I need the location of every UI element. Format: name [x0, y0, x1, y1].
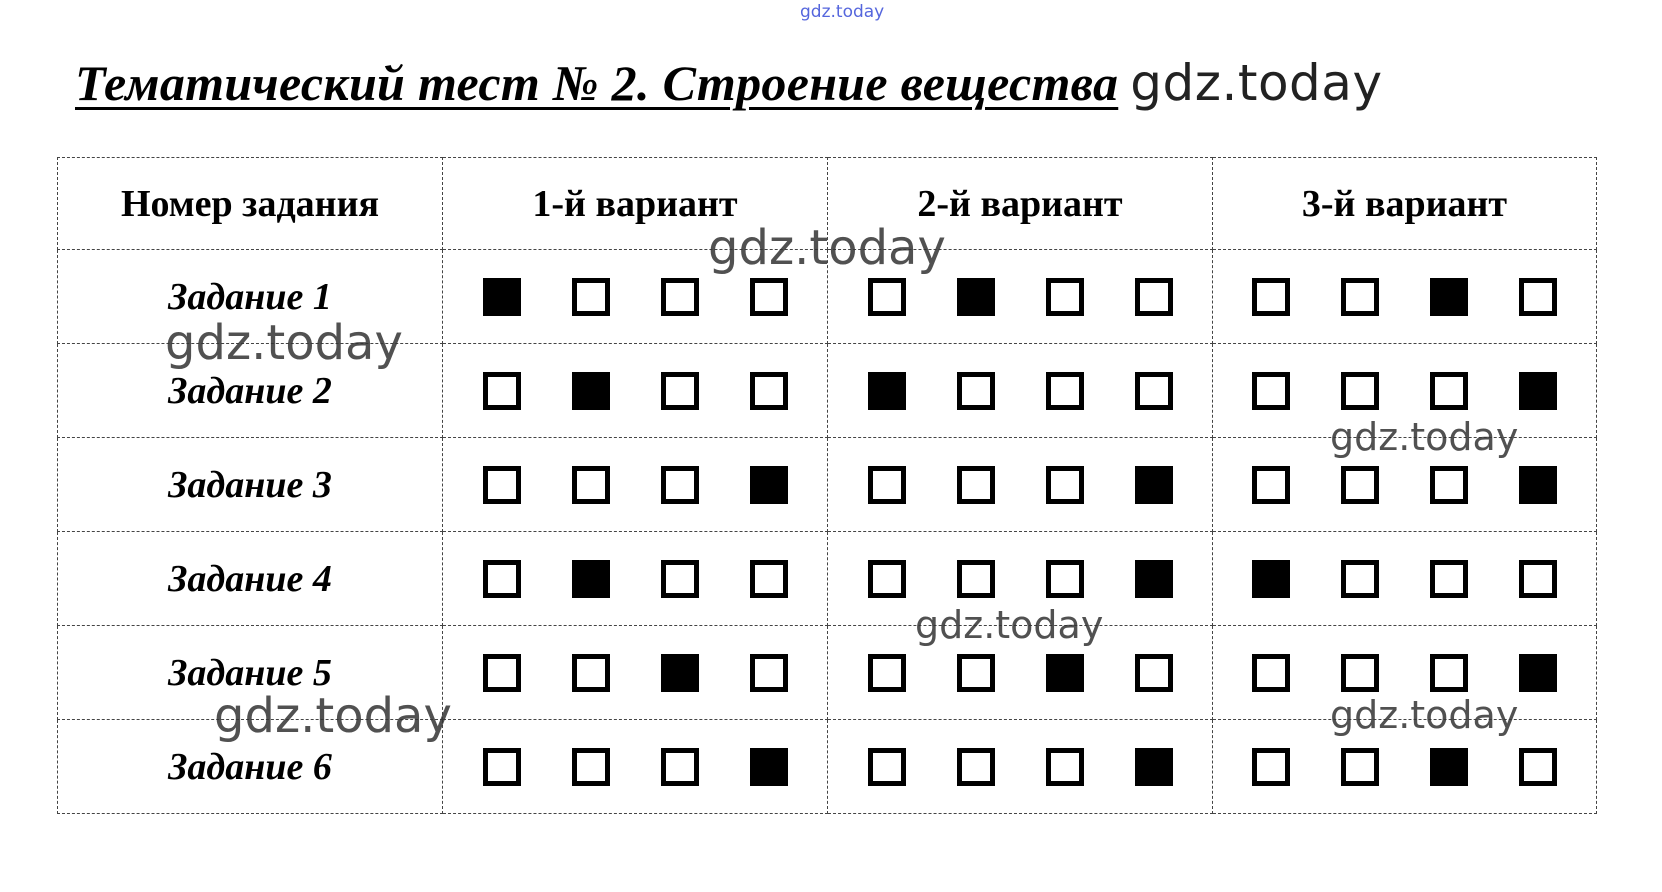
- checked-answer-box: [483, 278, 521, 316]
- watermark: gdz.today: [1330, 693, 1519, 737]
- header-variant-2: 2-й вариант: [828, 158, 1213, 250]
- header-row: [58, 158, 1597, 250]
- variant-3-cell: [1213, 250, 1597, 344]
- empty-answer-box: [1046, 466, 1084, 504]
- answer-options: [1213, 250, 1596, 343]
- empty-answer-box: [1341, 748, 1379, 786]
- empty-answer-box: [1046, 560, 1084, 598]
- variant-2-cell: [828, 720, 1213, 814]
- checked-answer-box: [1046, 654, 1084, 692]
- empty-answer-box: [1252, 748, 1290, 786]
- empty-answer-box: [1135, 654, 1173, 692]
- empty-answer-box: [868, 466, 906, 504]
- task-label: Задание 4: [58, 532, 443, 626]
- empty-answer-box: [957, 748, 995, 786]
- empty-answer-box: [1519, 560, 1557, 598]
- variant-3-cell: [1213, 626, 1597, 720]
- checked-answer-box: [1430, 748, 1468, 786]
- watermark: gdz.today: [214, 688, 452, 744]
- answer-options: [828, 720, 1212, 813]
- empty-answer-box: [957, 372, 995, 410]
- checked-answer-box: [1135, 748, 1173, 786]
- table-row: [58, 438, 1597, 532]
- answer-table: [57, 157, 1597, 814]
- variant-2-cell: [828, 438, 1213, 532]
- empty-answer-box: [572, 278, 610, 316]
- answer-options: [443, 438, 827, 531]
- task-label: Задание 1: [58, 250, 443, 344]
- empty-answer-box: [868, 560, 906, 598]
- checked-answer-box: [1135, 560, 1173, 598]
- answer-options: [828, 626, 1212, 719]
- checked-answer-box: [1430, 278, 1468, 316]
- table-body: [58, 250, 1597, 814]
- answer-options: [1213, 626, 1596, 719]
- empty-answer-box: [868, 278, 906, 316]
- checked-answer-box: [1252, 560, 1290, 598]
- answer-options: [443, 532, 827, 625]
- table-row: [58, 626, 1597, 720]
- empty-answer-box: [1046, 748, 1084, 786]
- empty-answer-box: [1252, 654, 1290, 692]
- empty-answer-box: [957, 466, 995, 504]
- empty-answer-box: [661, 278, 699, 316]
- title-row: [75, 54, 1383, 112]
- variant-1-cell: [443, 344, 828, 438]
- empty-answer-box: [1135, 278, 1173, 316]
- header-task-number: Номер задания: [58, 158, 443, 250]
- empty-answer-box: [483, 654, 521, 692]
- page-title: Тематический тест № 2. Строение вещества: [75, 55, 1119, 111]
- empty-answer-box: [483, 372, 521, 410]
- checked-answer-box: [868, 372, 906, 410]
- empty-answer-box: [957, 560, 995, 598]
- answer-options: [443, 626, 827, 719]
- watermark: gdz.today: [1330, 415, 1519, 459]
- variant-2-cell: [828, 344, 1213, 438]
- checked-answer-box: [1519, 466, 1557, 504]
- checked-answer-box: [572, 560, 610, 598]
- empty-answer-box: [483, 466, 521, 504]
- empty-answer-box: [1430, 654, 1468, 692]
- variant-2-cell: [828, 626, 1213, 720]
- empty-answer-box: [1252, 466, 1290, 504]
- empty-answer-box: [661, 466, 699, 504]
- answer-options: [443, 344, 827, 437]
- empty-answer-box: [1252, 372, 1290, 410]
- empty-answer-box: [957, 654, 995, 692]
- variant-2-cell: [828, 532, 1213, 626]
- empty-answer-box: [750, 654, 788, 692]
- empty-answer-box: [661, 748, 699, 786]
- task-label: Задание 3: [58, 438, 443, 532]
- variant-1-cell: [443, 250, 828, 344]
- empty-answer-box: [661, 372, 699, 410]
- empty-answer-box: [1519, 278, 1557, 316]
- empty-answer-box: [572, 748, 610, 786]
- variant-2-cell: [828, 250, 1213, 344]
- empty-answer-box: [1430, 560, 1468, 598]
- empty-answer-box: [483, 560, 521, 598]
- table-row: [58, 344, 1597, 438]
- empty-answer-box: [1252, 278, 1290, 316]
- checked-answer-box: [750, 748, 788, 786]
- table-row: [58, 720, 1597, 814]
- empty-answer-box: [483, 748, 521, 786]
- answer-options: [1213, 344, 1596, 437]
- empty-answer-box: [1430, 466, 1468, 504]
- empty-answer-box: [661, 560, 699, 598]
- variant-3-cell: [1213, 438, 1597, 532]
- checked-answer-box: [1519, 654, 1557, 692]
- variant-1-cell: [443, 532, 828, 626]
- task-label: Задание 5: [58, 626, 443, 720]
- empty-answer-box: [1135, 372, 1173, 410]
- answer-options: [443, 250, 827, 343]
- empty-answer-box: [868, 748, 906, 786]
- empty-answer-box: [1341, 654, 1379, 692]
- variant-3-cell: [1213, 532, 1597, 626]
- answer-options: [443, 720, 827, 813]
- empty-answer-box: [1046, 278, 1084, 316]
- empty-answer-box: [572, 654, 610, 692]
- empty-answer-box: [1341, 278, 1379, 316]
- answer-options: [828, 344, 1212, 437]
- checked-answer-box: [661, 654, 699, 692]
- table-row: [58, 532, 1597, 626]
- watermark: gdz.today: [708, 220, 946, 276]
- task-label: Задание 6: [58, 720, 443, 814]
- checked-answer-box: [572, 372, 610, 410]
- checked-answer-box: [1519, 372, 1557, 410]
- task-label: Задание 2: [58, 344, 443, 438]
- answer-options: [1213, 720, 1596, 813]
- empty-answer-box: [1341, 560, 1379, 598]
- checked-answer-box: [957, 278, 995, 316]
- variant-1-cell: [443, 626, 828, 720]
- answer-options: [828, 532, 1212, 625]
- watermark: gdz.today: [165, 315, 403, 371]
- variant-3-cell: [1213, 344, 1597, 438]
- empty-answer-box: [868, 654, 906, 692]
- empty-answer-box: [1341, 466, 1379, 504]
- answer-options: [828, 250, 1212, 343]
- empty-answer-box: [572, 466, 610, 504]
- answer-options: [1213, 532, 1596, 625]
- checked-answer-box: [750, 466, 788, 504]
- header-variant-1: 1-й вариант: [443, 158, 828, 250]
- variant-1-cell: [443, 438, 828, 532]
- empty-answer-box: [1430, 372, 1468, 410]
- answer-options: [828, 438, 1212, 531]
- empty-answer-box: [750, 372, 788, 410]
- empty-answer-box: [1341, 372, 1379, 410]
- empty-answer-box: [1046, 372, 1084, 410]
- empty-answer-box: [1519, 748, 1557, 786]
- watermark: gdz.today: [915, 603, 1104, 647]
- empty-answer-box: [750, 560, 788, 598]
- table-row: [58, 250, 1597, 344]
- answer-options: [1213, 438, 1596, 531]
- variant-1-cell: [443, 720, 828, 814]
- variant-3-cell: [1213, 720, 1597, 814]
- top-watermark: gdz.today: [800, 2, 885, 22]
- empty-answer-box: [750, 278, 788, 316]
- title-watermark: gdz.today: [1130, 54, 1383, 112]
- header-variant-3: 3-й вариант: [1213, 158, 1597, 250]
- checked-answer-box: [1135, 466, 1173, 504]
